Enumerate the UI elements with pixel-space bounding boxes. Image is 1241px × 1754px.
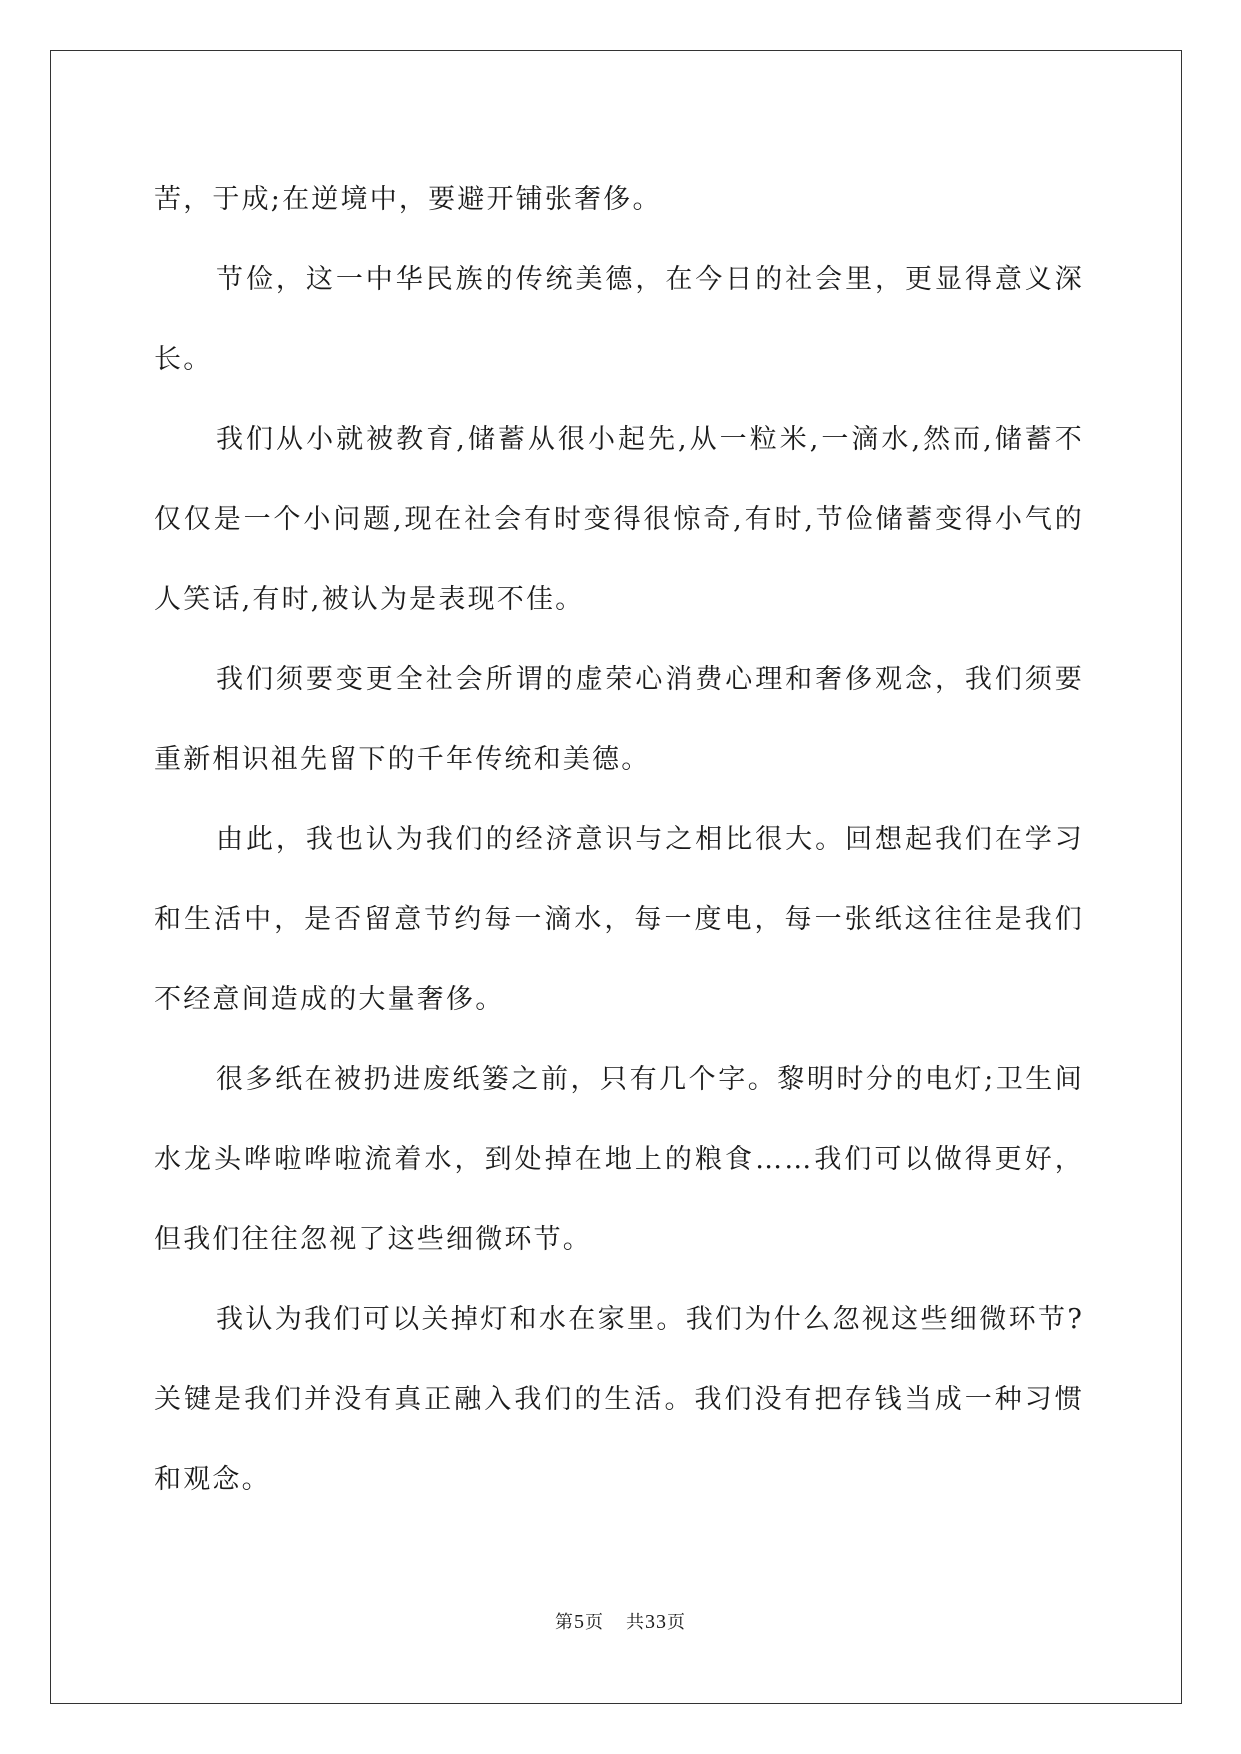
page-suffix: 页	[585, 1612, 604, 1633]
total-pages: 33	[645, 1611, 667, 1633]
page-footer	[0, 1608, 1241, 1634]
paragraph-6: 很多纸在被扔进废纸篓之前，只有几个字。黎明时分的电灯;卫生间水龙头哗啦哗啦流着水，到处掉在地上的粮食……我们可以做得更好，但我们往往忽视了这些细微环节。	[154, 1064, 1084, 1255]
paragraph-4: 我们须要变更全社会所谓的虚荣心消费心理和奢侈观念，我们须要重新相识祖先留下的千年传统和美德。	[154, 664, 1084, 775]
document-body	[154, 160, 1084, 1520]
total-suffix: 页	[667, 1612, 686, 1633]
total-prefix: 共	[626, 1612, 645, 1633]
paragraph-2: 节俭，这一中华民族的传统美德，在今日的社会里，更显得意义深长。	[154, 264, 1084, 375]
page-number: 5	[574, 1611, 585, 1633]
paragraph-7: 我认为我们可以关掉灯和水在家里。我们为什么忽视这些细微环节?关键是我们并没有真正融入我们的生活。我们没有把存钱当成一种习惯和观念。	[154, 1304, 1084, 1495]
paragraph-3: 我们从小就被教育,储蓄从很小起先,从一粒米,一滴水,然而,储蓄不仅仅是一个小问题,现在社会有时变得很惊奇,有时,节俭储蓄变得小气的人笑话,有时,被认为是表现不佳。	[154, 424, 1084, 615]
paragraph-5: 由此，我也认为我们的经济意识与之相比很大。回想起我们在学习和生活中，是否留意节约每一滴水，每一度电，每一张纸这往往是我们不经意间造成的大量奢侈。	[154, 824, 1084, 1015]
page-prefix: 第	[555, 1612, 574, 1633]
paragraph-1: 苦，于成;在逆境中，要避开铺张奢侈。	[154, 184, 662, 215]
